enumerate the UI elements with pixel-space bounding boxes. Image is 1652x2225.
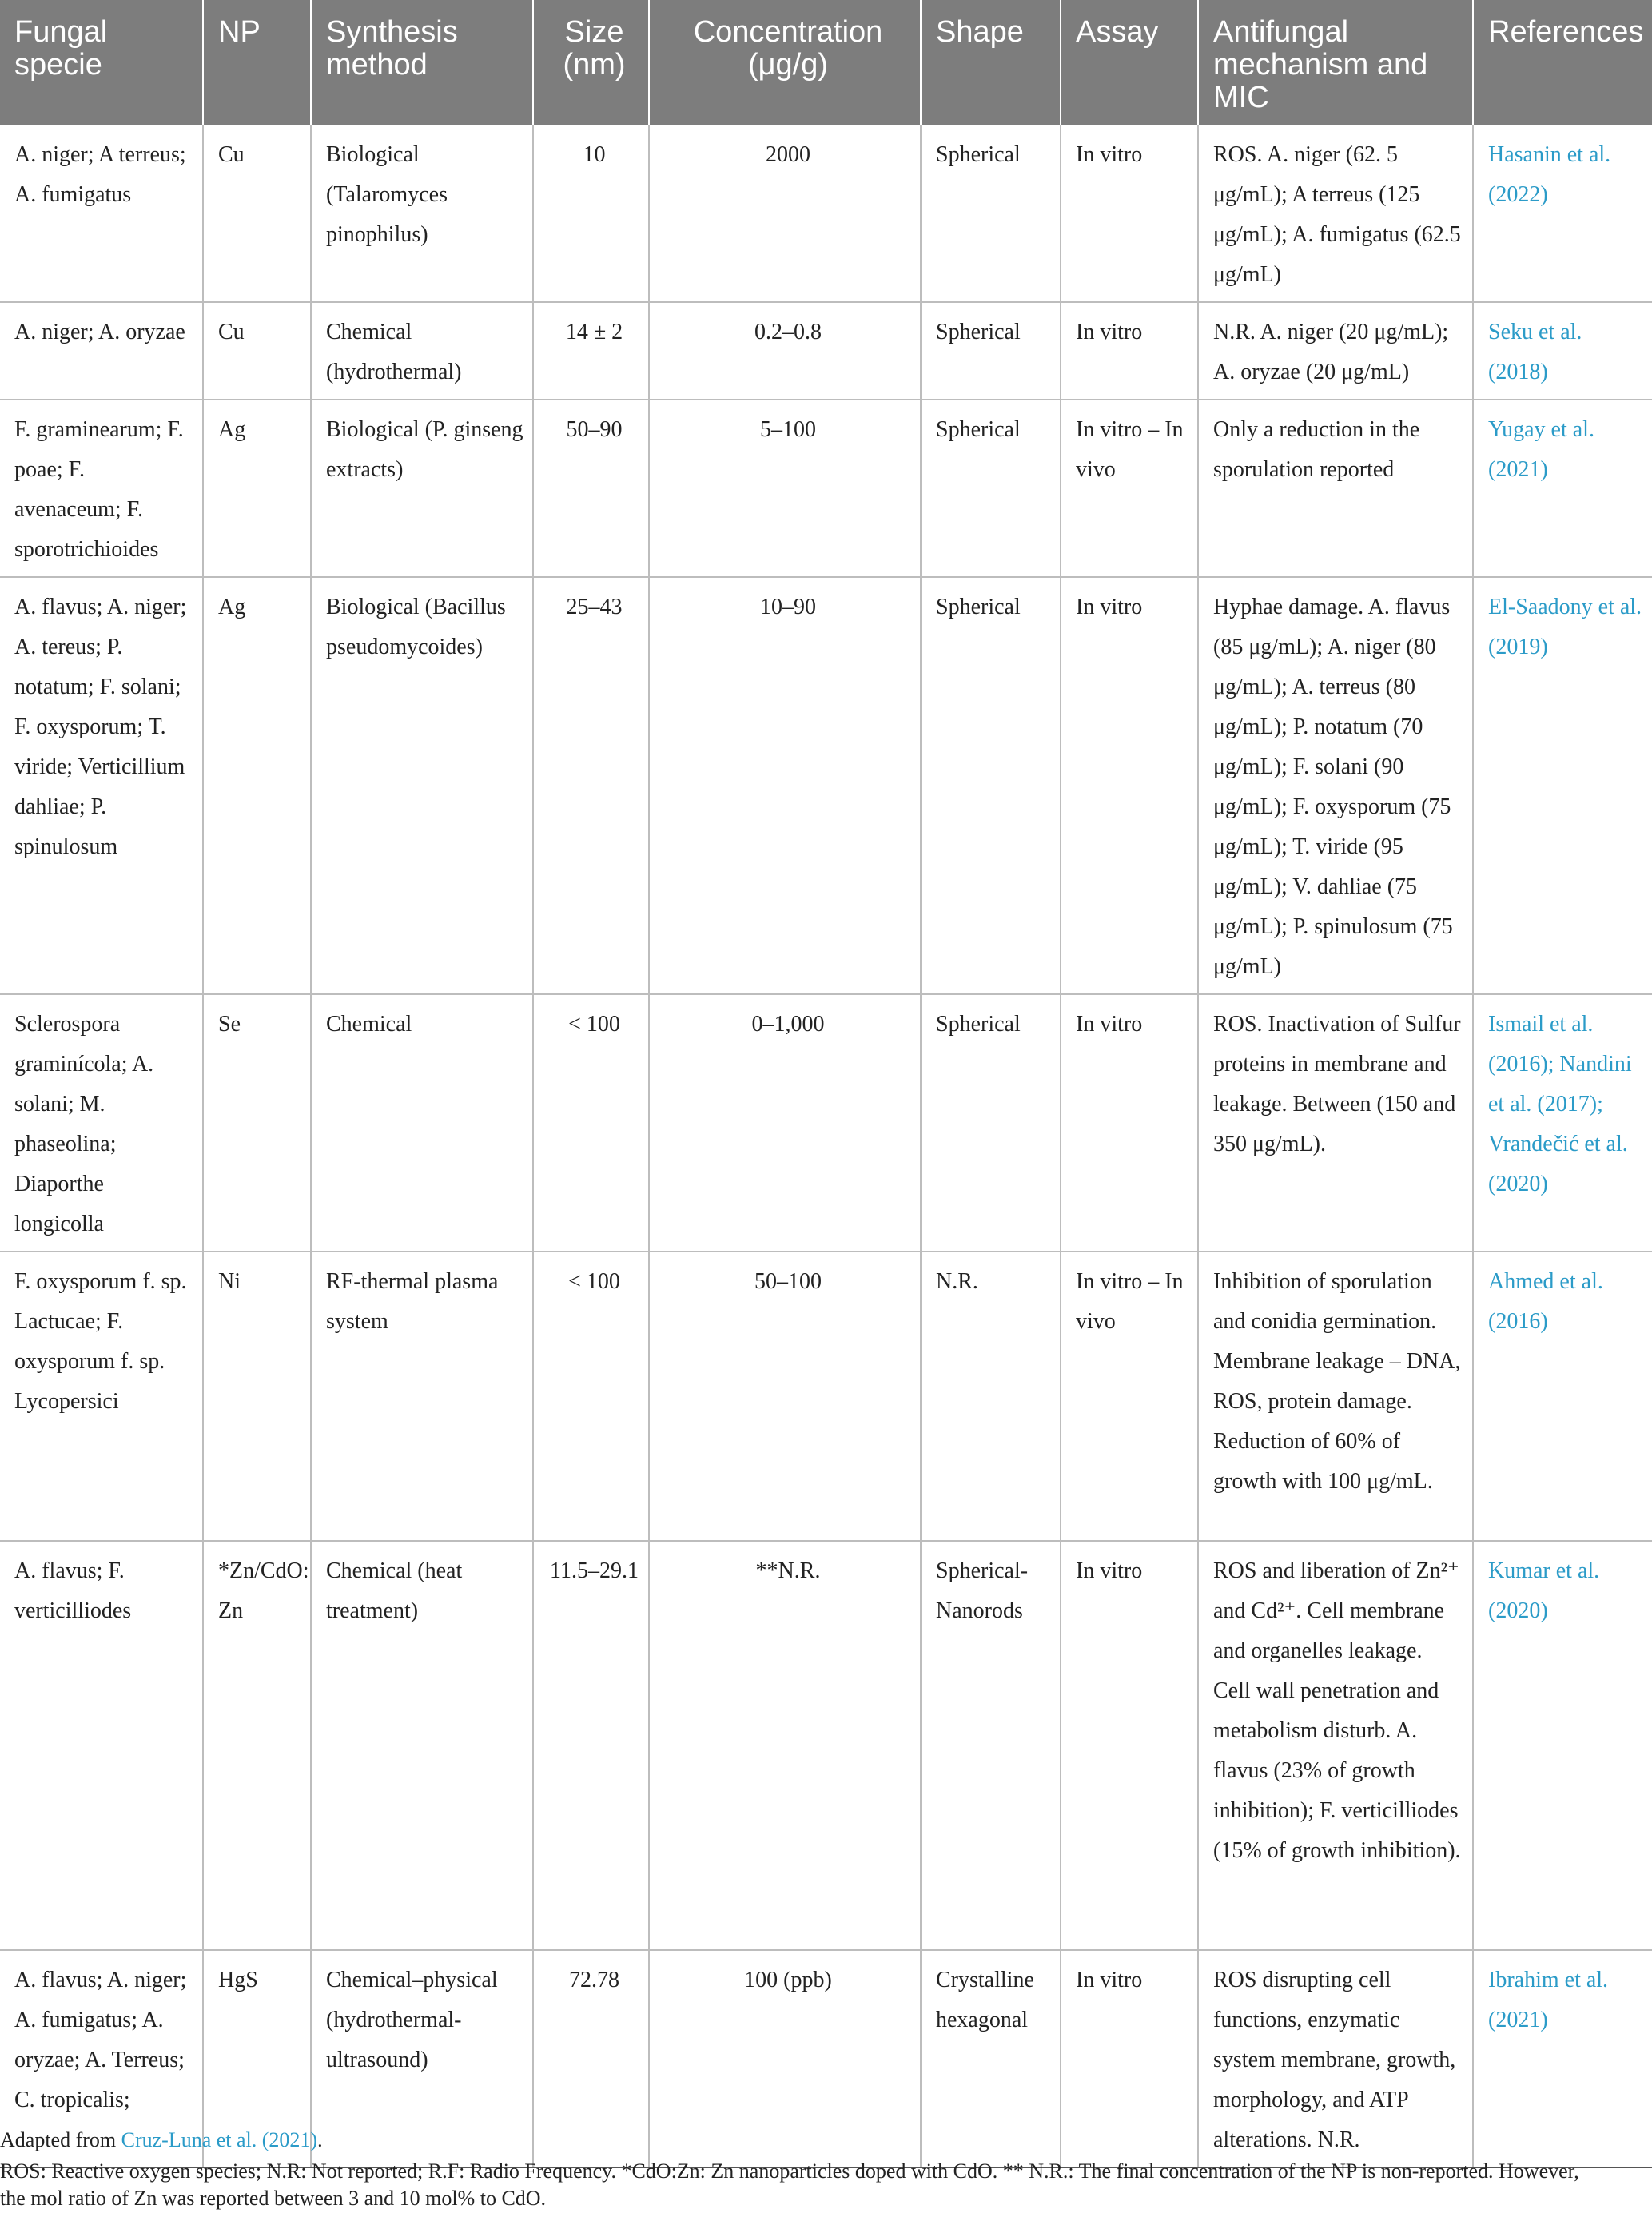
cell-mechanism: N.R. A. niger (20 μg/mL); A. oryzae (20 μg/mL) [1198, 302, 1473, 400]
cell-mechanism: Inhibition of sporulation and conidia germination. Membrane leakage – DNA, ROS, protein damage. Reduction of 60% of growth with 100 μg/mL. [1198, 1252, 1473, 1541]
cell-mechanism: Only a reduction in the sporulation reported [1198, 400, 1473, 577]
cell-concentration: 50–100 [649, 1252, 921, 1541]
cell-mechanism: ROS and liberation of Zn²⁺ and Cd²⁺. Cell membrane and organelles leakage. Cell wall penetration and metabolism disturb. A. flavus (23% of growth inhibition); F. verticilliodes (15% of growth inhibition). [1198, 1541, 1473, 1950]
cell-assay: In vitro [1061, 1541, 1198, 1950]
header-shape: Shape [921, 0, 1061, 125]
cell-mechanism: ROS. Inactivation of Sulfur proteins in membrane and leakage. Between (150 and 350 μg/mL). [1198, 994, 1473, 1252]
cell-reference-link[interactable]: Ismail et al. (2016); Nandini et al. (2017); Vrandečić et al. (2020) [1473, 994, 1652, 1252]
footnote-adapted-reference-link[interactable]: Cruz-Luna et al. (2021) [121, 2128, 318, 2151]
cell-shape: Spherical [921, 125, 1061, 302]
footnote-abbreviations-line-2: the mol ratio of Zn was reported between 3 and 10 mol% to CdO. [0, 2187, 547, 2210]
cell-shape: Spherical [921, 577, 1061, 994]
cell-size: 72.78 [533, 1950, 649, 2167]
footnote-abbreviations [0, 2158, 1652, 2212]
cell-mechanism: Hyphae damage. A. flavus (85 μg/mL); A. niger (80 μg/mL); A. terreus (80 μg/mL); P. notatum (70 μg/mL); F. solani (90 μg/mL); F. oxysporum (75 μg/mL); T. viride (95 μg/mL); V. dahliae (75 μg/mL); P. spinulosum (75 μg/mL) [1198, 577, 1473, 994]
cell-synthesis: Biological (Bacillus pseudomycoides) [311, 577, 533, 994]
cell-reference-link[interactable]: Hasanin et al. (2022) [1473, 125, 1652, 302]
cell-assay: In vitro [1061, 1950, 1198, 2167]
table-row [0, 1252, 1652, 1541]
cell-species: Sclerospora graminícola; A. solani; M. phaseolina; Diaporthe longicolla [0, 994, 203, 1252]
cell-np: Ag [203, 577, 311, 994]
cell-assay: In vitro [1061, 302, 1198, 400]
cell-concentration: 10–90 [649, 577, 921, 994]
footnote-adapted-suffix: . [317, 2128, 323, 2151]
table-row [0, 400, 1652, 577]
table-row [0, 1541, 1652, 1950]
footnote-adapted-prefix: Adapted from [0, 2128, 121, 2151]
cell-synthesis: Chemical [311, 994, 533, 1252]
header-np: NP [203, 0, 311, 125]
header-size: Size (nm) [533, 0, 649, 125]
cell-synthesis: Chemical–physical (hydrothermal-ultrasound) [311, 1950, 533, 2167]
footnote-adapted [0, 2127, 1652, 2154]
cell-np: Se [203, 994, 311, 1252]
header-concentration: Concentration (μg/g) [649, 0, 921, 125]
cell-np: Cu [203, 302, 311, 400]
cell-size: < 100 [533, 994, 649, 1252]
cell-reference-link[interactable]: El-Saadony et al. (2019) [1473, 577, 1652, 994]
cell-shape: Spherical [921, 400, 1061, 577]
cell-assay: In vitro – In vivo [1061, 400, 1198, 577]
cell-concentration: 5–100 [649, 400, 921, 577]
cell-species: A. flavus; A. niger; A. tereus; P. notatum; F. solani; F. oxysporum; T. viride; Verticillium dahliae; P. spinulosum [0, 577, 203, 994]
header-fungal-specie: Fungal specie [0, 0, 203, 125]
cell-reference-link[interactable]: Yugay et al. (2021) [1473, 400, 1652, 577]
table-header-row [0, 0, 1652, 125]
cell-reference-link[interactable]: Ahmed et al. (2016) [1473, 1252, 1652, 1541]
cell-synthesis: Chemical (hydrothermal) [311, 302, 533, 400]
cell-shape: Crystalline hexagonal [921, 1950, 1061, 2167]
cell-size: 10 [533, 125, 649, 302]
table-row [0, 994, 1652, 1252]
cell-reference-link[interactable]: Ibrahim et al. (2021) [1473, 1950, 1652, 2167]
cell-synthesis: Chemical (heat treatment) [311, 1541, 533, 1950]
cell-assay: In vitro [1061, 994, 1198, 1252]
footnote-abbreviations-line-1: ROS: Reactive oxygen species; N.R: Not reported; R.F: Radio Frequency. *CdO:Zn: Zn nanoparticles doped with CdO. ** N.R.: The final concentration of the NP is non-reported. However, [0, 2159, 1579, 2183]
cell-size: 14 ± 2 [533, 302, 649, 400]
cell-size: 25–43 [533, 577, 649, 994]
cell-mechanism: ROS disrupting cell functions, enzymatic system membrane, growth, morphology, and ATP alterations. N.R. [1198, 1950, 1473, 2167]
cell-reference-link[interactable]: Kumar et al. (2020) [1473, 1541, 1652, 1950]
cell-np: Cu [203, 125, 311, 302]
cell-concentration: 0–1,000 [649, 994, 921, 1252]
cell-np: *Zn/CdO: Zn [203, 1541, 311, 1950]
header-antifungal-mechanism: Antifungal mechanism and MIC [1198, 0, 1473, 125]
table-row [0, 125, 1652, 302]
cell-shape: N.R. [921, 1252, 1061, 1541]
cell-size: 11.5–29.1 [533, 1541, 649, 1950]
cell-species: F. oxysporum f. sp. Lactucae; F. oxysporum f. sp. Lycopersici [0, 1252, 203, 1541]
cell-concentration: 100 (ppb) [649, 1950, 921, 2167]
cell-concentration: 0.2–0.8 [649, 302, 921, 400]
table-row [0, 302, 1652, 400]
cell-assay: In vitro [1061, 577, 1198, 994]
cell-shape: Spherical [921, 994, 1061, 1252]
cell-np: Ni [203, 1252, 311, 1541]
cell-shape: Spherical-Nanorods [921, 1541, 1061, 1950]
cell-assay: In vitro – In vivo [1061, 1252, 1198, 1541]
cell-synthesis: RF-thermal plasma system [311, 1252, 533, 1541]
cell-species: F. graminearum; F. poae; F. avenaceum; F. sporotrichioides [0, 400, 203, 577]
cell-reference-link[interactable]: Seku et al. (2018) [1473, 302, 1652, 400]
cell-size: 50–90 [533, 400, 649, 577]
cell-species: A. niger; A terreus; A. fumigatus [0, 125, 203, 302]
cell-np: Ag [203, 400, 311, 577]
cell-np: HgS [203, 1950, 311, 2167]
header-assay: Assay [1061, 0, 1198, 125]
header-references: References [1473, 0, 1652, 125]
cell-synthesis: Biological (Talaromyces pinophilus) [311, 125, 533, 302]
header-synthesis-method: Synthesis method [311, 0, 533, 125]
cell-species: A. niger; A. oryzae [0, 302, 203, 400]
cell-concentration: **N.R. [649, 1541, 921, 1950]
cell-concentration: 2000 [649, 125, 921, 302]
table-row [0, 577, 1652, 994]
cell-assay: In vitro [1061, 125, 1198, 302]
cell-mechanism: ROS. A. niger (62. 5 μg/mL); A terreus (125 μg/mL); A. fumigatus (62.5 μg/mL) [1198, 125, 1473, 302]
cell-species: A. flavus; A. niger; A. fumigatus; A. oryzae; A. Terreus; C. tropicalis; [0, 1950, 203, 2167]
cell-species: A. flavus; F. verticilliodes [0, 1541, 203, 1950]
cell-shape: Spherical [921, 302, 1061, 400]
cell-synthesis: Biological (P. ginseng extracts) [311, 400, 533, 577]
cell-size: < 100 [533, 1252, 649, 1541]
